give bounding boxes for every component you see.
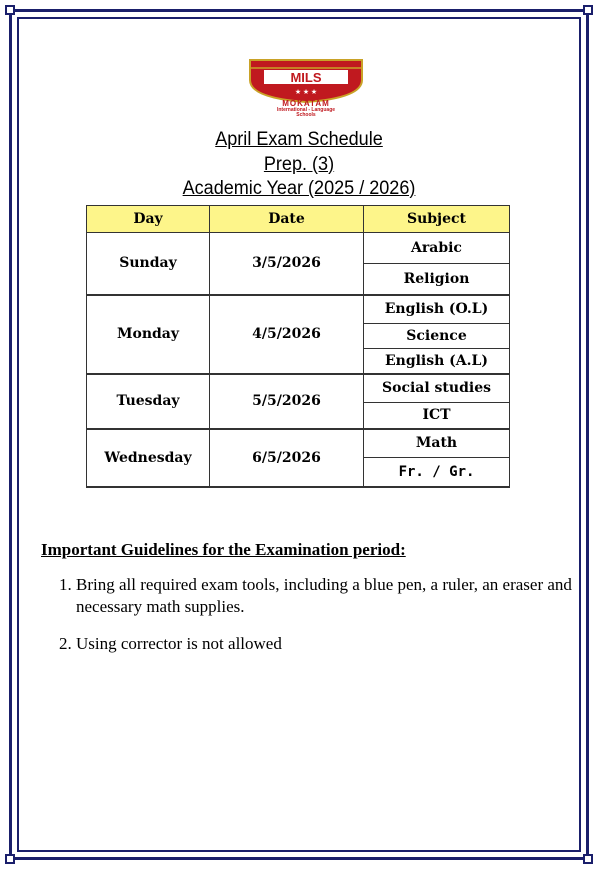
border-corner (583, 5, 593, 15)
table-row (87, 295, 510, 324)
border-corner (5, 854, 15, 864)
subject-cell: Fr. / Gr. (364, 458, 510, 487)
date-cell: 6/5/2026 (210, 429, 364, 487)
title-block (0, 128, 598, 202)
guidelines-list (36, 574, 598, 670)
logo-line-2: International - Language (276, 107, 336, 113)
date-cell: 3/5/2026 (210, 233, 364, 295)
subject-cell: Math (364, 429, 510, 458)
guideline-item: 2. Using corrector is not allowed (76, 633, 598, 655)
logo-caption (216, 100, 396, 118)
column-header-subject: Subject (364, 206, 510, 233)
date-cell: 4/5/2026 (210, 295, 364, 374)
academic-year: Academic Year (2025 / 2026) (182, 178, 416, 199)
day-cell: Tuesday (87, 374, 210, 429)
table-row (87, 429, 510, 458)
logo-line-1: MOKATAM (282, 99, 330, 108)
guidelines-title: Important Guidelines for the Examination period: (41, 540, 406, 559)
page-title: April Exam Schedule (215, 129, 383, 150)
day-cell: Wednesday (87, 429, 210, 487)
subject-cell: Science (364, 324, 510, 349)
column-header-day: Day (87, 206, 210, 233)
table-row (87, 233, 510, 264)
subject-cell: English (A.L) (364, 349, 510, 374)
subject-cell: Arabic (364, 233, 510, 264)
logo-line-3: Schools (296, 112, 316, 118)
column-header-date: Date (210, 206, 364, 233)
svg-text:★ ★ ★: ★ ★ ★ (294, 88, 318, 96)
subject-cell: ICT (364, 403, 510, 429)
subject-cell: Religion (364, 264, 510, 295)
table-header-row (87, 206, 510, 233)
border-corner (5, 5, 15, 15)
logo-name: MILS (290, 70, 322, 85)
day-cell: Sunday (87, 233, 210, 295)
date-cell: 5/5/2026 (210, 374, 364, 429)
subject-cell: English (O.L) (364, 295, 510, 324)
border-corner (583, 854, 593, 864)
exam-schedule-table (86, 205, 510, 488)
guideline-item: 1. Bring all required exam tools, including a blue pen, a ruler, an eraser and necessary math supplies. (76, 574, 598, 618)
grade-title: Prep. (3) (263, 153, 335, 175)
day-cell: Monday (87, 295, 210, 374)
table-row (87, 374, 510, 403)
subject-cell: Social studies (364, 374, 510, 403)
